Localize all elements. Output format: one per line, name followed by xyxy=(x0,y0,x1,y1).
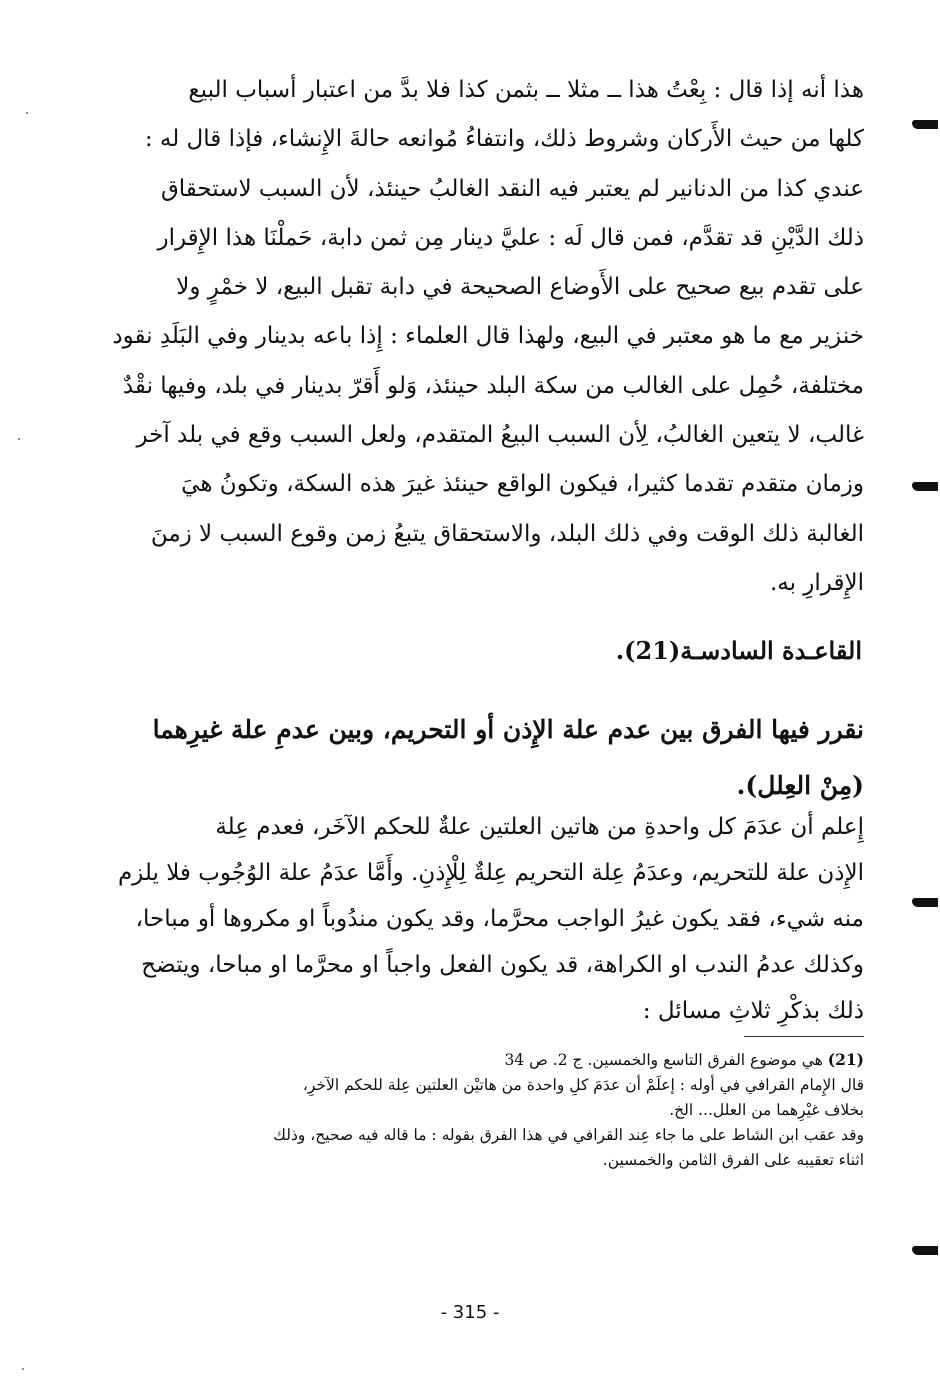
body-line: الغالبة ذلك الوقت وفي ذلك البلد، والاستحقاق يتبعُ زمن وقوع السبب لا زمنَ xyxy=(150,520,864,547)
body-line: مختلفة، حُمِل على الغالب من سكة البلد حينئذ، وَلو أَقرّ بدينار في بلد، وفيها نقْدٌ xyxy=(122,372,864,399)
body-line: الإِقرارِ به. xyxy=(769,569,864,596)
footnote-text: هي موضوع الفرق التاسع والخمسين. ج 2. ص 34 xyxy=(504,1051,823,1069)
rule-statement-line: (مِنْ العِلل). xyxy=(736,771,864,800)
footnote-line: بخلاف غيْرِهما من العلل... الخ. xyxy=(669,1101,864,1119)
scan-speck xyxy=(26,112,28,114)
body-line: عندي كذا من الدنانير لم يعتبر فيه النقد الغالبُ حينئذ، لأن السبب لاستحقاق xyxy=(160,175,864,202)
body-line: كلها من حيث الأَركان وشروط ذلك، وانتفاءُ مُوانعه حالةَ الإِنشاء، فإذا قال له : xyxy=(144,126,864,153)
explanation-paragraph xyxy=(104,804,864,1034)
explanation-line: منه شيء، فقد يكون غيرُ الواجب محرَّما، وقد يكون مندُوباً او مكروها أو مباحا، xyxy=(135,906,864,932)
footnote-line: قال الإِمام القرافي في أوله : إعلَمْ أن عدَمَ كلِ واحدة من هاتيْن العلتين عِلة للحكم الآخرِ، xyxy=(302,1076,864,1094)
binding-mark xyxy=(912,1246,938,1255)
binding-mark xyxy=(912,120,938,129)
body-line: ذلك الدَّيْنِ قد تقدَّم، فمن قال لَه : عليَّ دينار مِن ثمن دابة، حَملْنَا هذا الإِقرار xyxy=(157,224,864,251)
footnote-line: وقد عقب ابن الشاط على ما جاء عِند القرافي في هذا الفرق بقوله : ما قاله فيه صحيح، وذلك xyxy=(273,1126,864,1144)
body-line: خنزير مع ما هو معتبر في البيع، ولهذا قال العلماء : إِذا باعه بدينار وفي البَلَدِ نقود xyxy=(112,323,864,350)
body-line: على تقدم بيع صحيح على الأَوضاع الصحيحة في دابة تقبل البيع، لا خمْرٍ ولا xyxy=(176,274,864,301)
binding-mark xyxy=(912,898,938,907)
explanation-line: ذلك بذكْرِ ثلاثِ مسائل : xyxy=(642,998,864,1024)
explanation-line: وكذلك عدمُ الندب او الكراهة، قد يكون الفعل واجباً او محرَّما او مباحا، ويتضح xyxy=(141,952,864,978)
scan-speck xyxy=(18,438,20,440)
section-heading xyxy=(616,636,862,665)
footnote-line: اثناء تعقيبه على الفرق الثامن والخمسين. xyxy=(602,1151,864,1169)
footnote-separator xyxy=(744,1036,864,1037)
body-line: غالب، لا يتعين الغالبُ، لِأن السبب البيعُ المتقدم، ولعل السبب وقع في بلد آخر xyxy=(136,422,864,449)
binding-mark xyxy=(912,482,938,491)
explanation-line: إِعلم أن عدَمَ كل واحدةِ من هاتين العلتين علةٌ للحكم الآخَر، فعدم عِلة xyxy=(215,814,864,840)
section-heading-title: القاعـدة السادسـة xyxy=(680,636,862,665)
footnotes xyxy=(104,1047,864,1173)
scan-speck xyxy=(22,1368,24,1370)
footnote-reference: (21). xyxy=(615,636,681,665)
explanation-line: الإِذن علة للتحريم، وعدَمُ عِلة التحريم عِلةٌ لِلْإِذنِ. وأَمَّا عدَمُ علة الوُجُوب فلا يلزم xyxy=(117,860,864,886)
footnote-line xyxy=(104,1047,864,1073)
page-number: - 315 - xyxy=(440,1302,500,1323)
body-paragraph xyxy=(104,66,864,608)
rule-statement xyxy=(104,702,864,814)
rule-statement-line: نقرر فيها الفرق بين عدم علة الإِذن أو التحريم، وبين عدمِ علة غيرِهما xyxy=(152,715,864,744)
body-line: هذا أنه إذا قال : بِعْتُ هذا ــ مثلا ــ بثمن كذا فلا بدَّ من اعتبار أسباب البيع xyxy=(188,77,864,103)
footnote-number: (21) xyxy=(827,1050,864,1069)
body-line: وزمان متقدم تقدما كثيرا، فيكون الواقع حينئذ غيرَ هذه السكة، وتكونُ هيَ xyxy=(181,471,864,498)
